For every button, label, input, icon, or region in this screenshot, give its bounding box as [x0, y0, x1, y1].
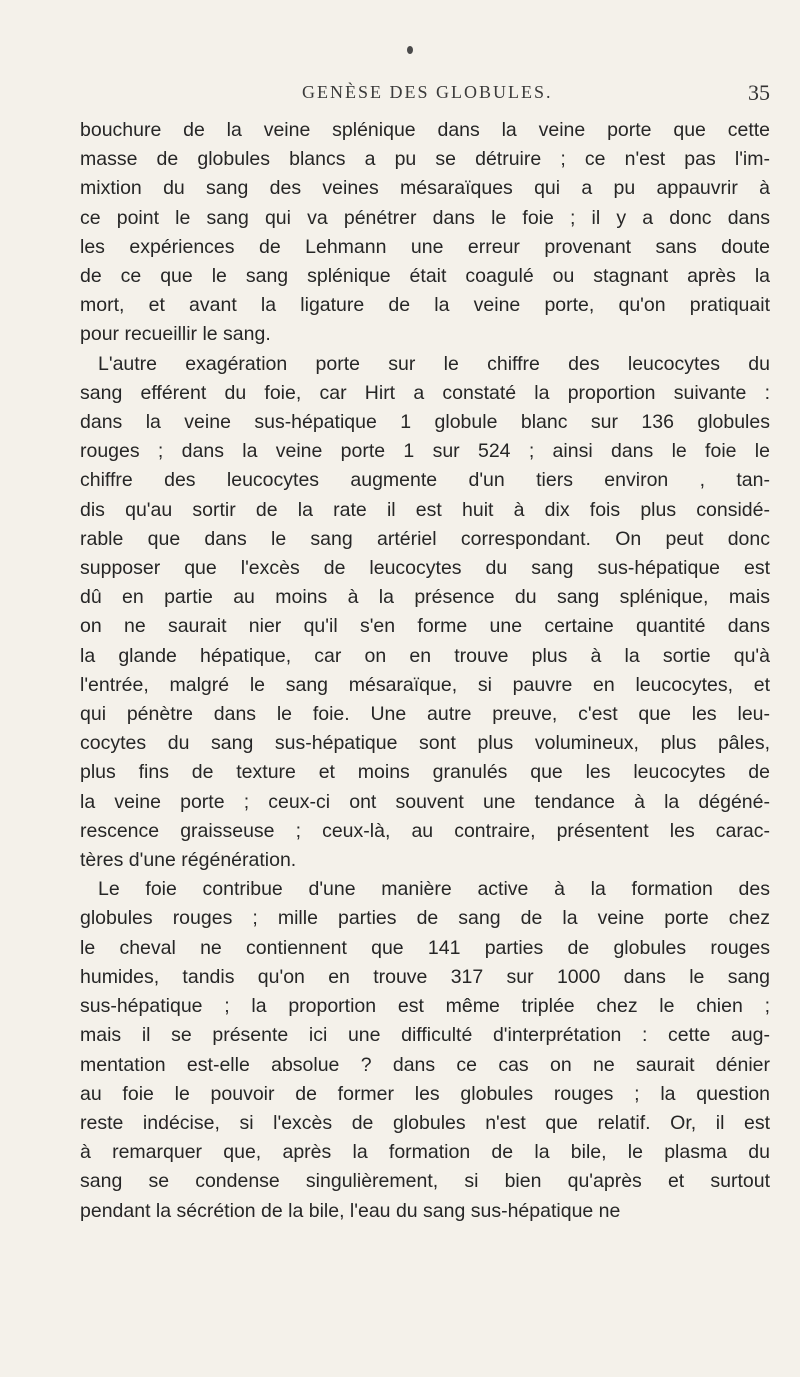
- text-line: dis qu'au sortir de la rate il est huit à dix fois plus considé-: [80, 498, 770, 521]
- text-line: la glande hépatique, car on en trouve plus à la sortie qu'à: [80, 644, 770, 667]
- text-line: qui pénètre dans le foie. Une autre preuve, c'est que les leu-: [80, 703, 770, 726]
- text-line: tères d'une régénération.: [80, 849, 297, 872]
- text-line: la veine porte ; ceux-ci ont souvent une tendance à la dégéné-: [80, 790, 770, 813]
- text-line: cocytes du sang sus-hépatique sont plus volumineux, plus pâles,: [80, 732, 770, 755]
- running-title: GENÈSE DES GLOBULES.: [302, 82, 553, 102]
- text-line: l'entrée, malgré le sang mésaraïque, si pauvre en leucocytes, et: [80, 673, 770, 696]
- text-line: sus-hépatique ; la proportion est même triplée chez le chien ;: [80, 995, 770, 1018]
- text-line: dû en partie au moins à la présence du sang splénique, mais: [80, 586, 770, 609]
- text-line: de ce que le sang splénique était coagulé ou stagnant après la: [80, 265, 770, 288]
- text-line: Le foie contribue d'une manière active à la formation des: [98, 878, 770, 901]
- text-line: pendant la sécrétion de la bile, l'eau du sang sus-hépatique ne: [80, 1199, 621, 1222]
- text-line: plus fins de texture et moins granulés que les leucocytes de: [80, 761, 770, 784]
- text-line: dans la veine sus-hépatique 1 globule blanc sur 136 globules: [80, 411, 770, 434]
- text-line: humides, tandis qu'on en trouve 317 sur 1000 dans le sang: [80, 965, 770, 988]
- text-line: ce point le sang qui va pénétrer dans le foie ; il y a donc dans: [80, 206, 770, 229]
- text-line: mentation est-elle absolue ? dans ce cas on ne saurait dénier: [80, 1053, 770, 1076]
- text-line: on ne saurait nier qu'il s'en forme une certaine quantité dans: [80, 615, 770, 638]
- text-line: globules rouges ; mille parties de sang de la veine porte chez: [80, 907, 770, 930]
- body-text: [80, 116, 770, 1226]
- page-number: 35: [748, 80, 770, 105]
- text-line: rable que dans le sang artériel correspondant. On peut donc: [80, 527, 770, 550]
- text-line: supposer que l'excès de leucocytes du sang sus-hépatique est: [80, 557, 770, 580]
- text-line: sang efférent du foie, car Hirt a constaté la proportion suivante :: [80, 381, 770, 404]
- text-line: mais il se présente ici une difficulté d'interprétation : cette aug-: [80, 1024, 770, 1047]
- text-line: à remarquer que, après la formation de la bile, le plasma du: [80, 1141, 770, 1164]
- text-line: les expériences de Lehmann une erreur provenant sans doute: [80, 235, 770, 258]
- text-line: rescence graisseuse ; ceux-là, au contraire, présentent les carac-: [80, 819, 770, 842]
- text-line: chiffre des leucocytes augmente d'un tiers environ , tan-: [80, 469, 770, 492]
- text-line: le cheval ne contiennent que 141 parties de globules rouges: [80, 936, 770, 959]
- text-line: au foie le pouvoir de former les globules rouges ; la question: [80, 1082, 770, 1105]
- text-line: reste indécise, si l'excès de globules n'est que relatif. Or, il est: [80, 1111, 770, 1134]
- running-head: [80, 82, 770, 110]
- text-line: pour recueillir le sang.: [80, 323, 271, 346]
- text-line: masse de globules blancs a pu se détruire ; ce n'est pas l'im-: [80, 148, 770, 171]
- text-line: rouges ; dans la veine porte 1 sur 524 ; ainsi dans le foie le: [80, 440, 770, 463]
- text-line: mort, et avant la ligature de la veine porte, qu'on pratiquait: [80, 294, 770, 317]
- text-line: bouchure de la veine splénique dans la veine porte que cette: [80, 119, 770, 141]
- text-line: mixtion du sang des veines mésaraïques qui a pu appauvrir à: [80, 177, 770, 200]
- text-line: sang se condense singulièrement, si bien qu'après et surtout: [80, 1170, 770, 1193]
- text-line: L'autre exagération porte sur le chiffre des leucocytes du: [98, 352, 770, 375]
- ink-speck: [407, 46, 413, 54]
